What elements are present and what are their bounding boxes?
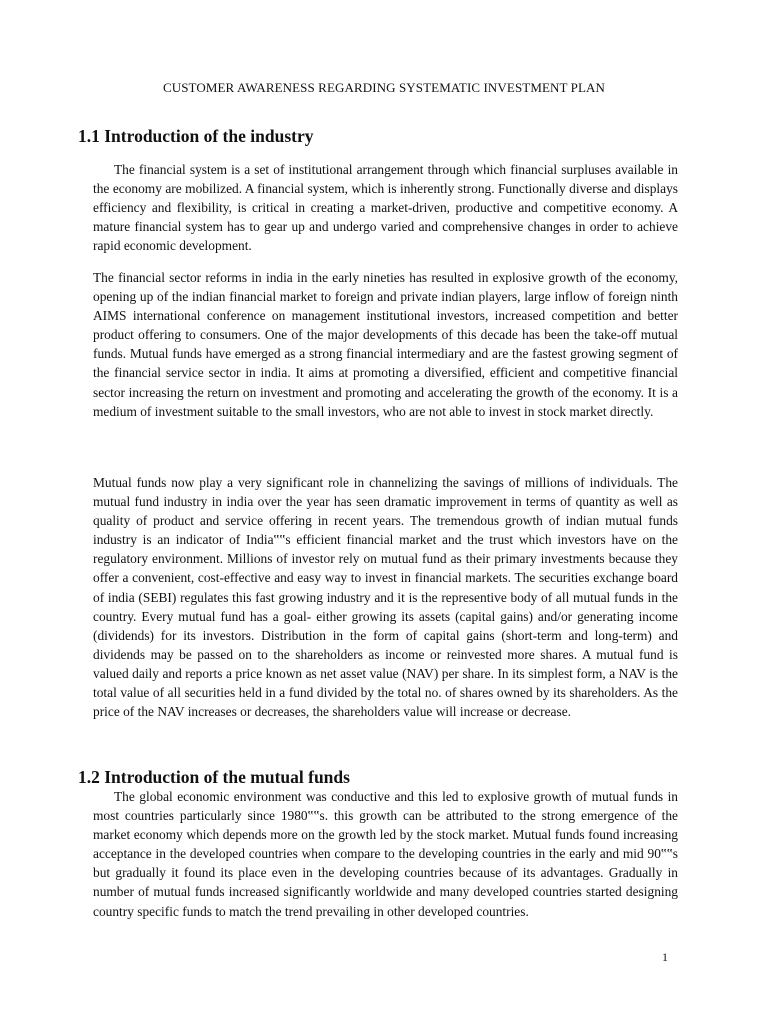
- paragraph-mutual-funds-role: Mutual funds now play a very significant role in channelizing the savings of millions of individuals. The mutual fund industry in india over the year has seen dramatic improvement in terms of quantity as well as quality of product and service offering in recent years. The tremendous growth of indian mutual funds industry is an indicator of India‟‟s efficient financial market and the trust which investors have on the regulatory environment. Millions of investor rely on mutual fund as their primary investments because they offer a convenient, cost-effective and easy way to invest in financial markets. The securities exchange board of india (SEBI) regulates this fast growing industry and it is the representive body of all mutual funds in the country. Every mutual fund has a goal- either growing its assets (capital gains) and/or generating income (dividends) for its investors. Distribution in the form of capital gains (short-term and long-term) and dividends may be passed on to the shareholders as income or reinvested more shares. A mutual fund is valued daily and reports a price known as net asset value (NAV) per share. In its simplest form, a NAV is the total value of all securities held in a fund divided by the total no. of shares owned by its shareholders. As the price of the NAV increases or decreases, the shareholders value will increase or decrease.: [93, 475, 678, 720]
- page-number: 1: [662, 950, 668, 964]
- paragraph-financial-reforms: The financial sector reforms in india in the early nineties has resulted in explosive growth of the economy, opening up of the indian financial market to foreign and private indian players, large inflow of foreign ninth AIMS international conference on management institutional investors, increased competition and better product offering to consumers. One of the major developments of this decade has been the take-off mutual funds. Mutual funds have emerged as a strong financial intermediary and are the fastest growing segment of the financial service sector in india. It aims at promoting a diversified, efficient and competitive financial sector increasing the return on investment and promoting and accelerating the growth of the economy. It is a medium of investment suitable to the small investors, who are not able to invest in stock market directly.: [93, 270, 678, 419]
- section-heading-mutual-funds: 1.2 Introduction of the mutual funds: [78, 767, 350, 787]
- paragraph-financial-system: The financial system is a set of institutional arrangement through which financial surpluses available in the economy are mobilized. A financial system, which is inherently strong. Functionally diverse and displays efficiency and flexibility, is critical in creating a market-driven, productive and competitive economy. A mature financial system has to gear up and undergo varied and comprehensive changes in order to achieve rapid economic development.: [93, 162, 678, 254]
- document-title: CUSTOMER AWARENESS REGARDING SYSTEMATIC INVESTMENT PLAN: [162, 80, 606, 95]
- paragraph-global-environment: The global economic environment was conductive and this led to explosive growth of mutual funds in most countries particularly since 1980‟‟s. this growth can be attributed to the strong emergence of the market economy which depends more on the growth led by the stock market. Mutual funds found increasing acceptance in the developed countries when compare to the developing countries in the early and mid 90‟‟s but gradually it found its place even in the developing countries because of its advantages. Gradually in number of mutual funds increased significantly worldwide and many developed countries started designing country specific funds to match the trend prevailing in other developed countries.: [93, 789, 678, 919]
- section-heading-industry: 1.1 Introduction of the industry: [78, 126, 314, 146]
